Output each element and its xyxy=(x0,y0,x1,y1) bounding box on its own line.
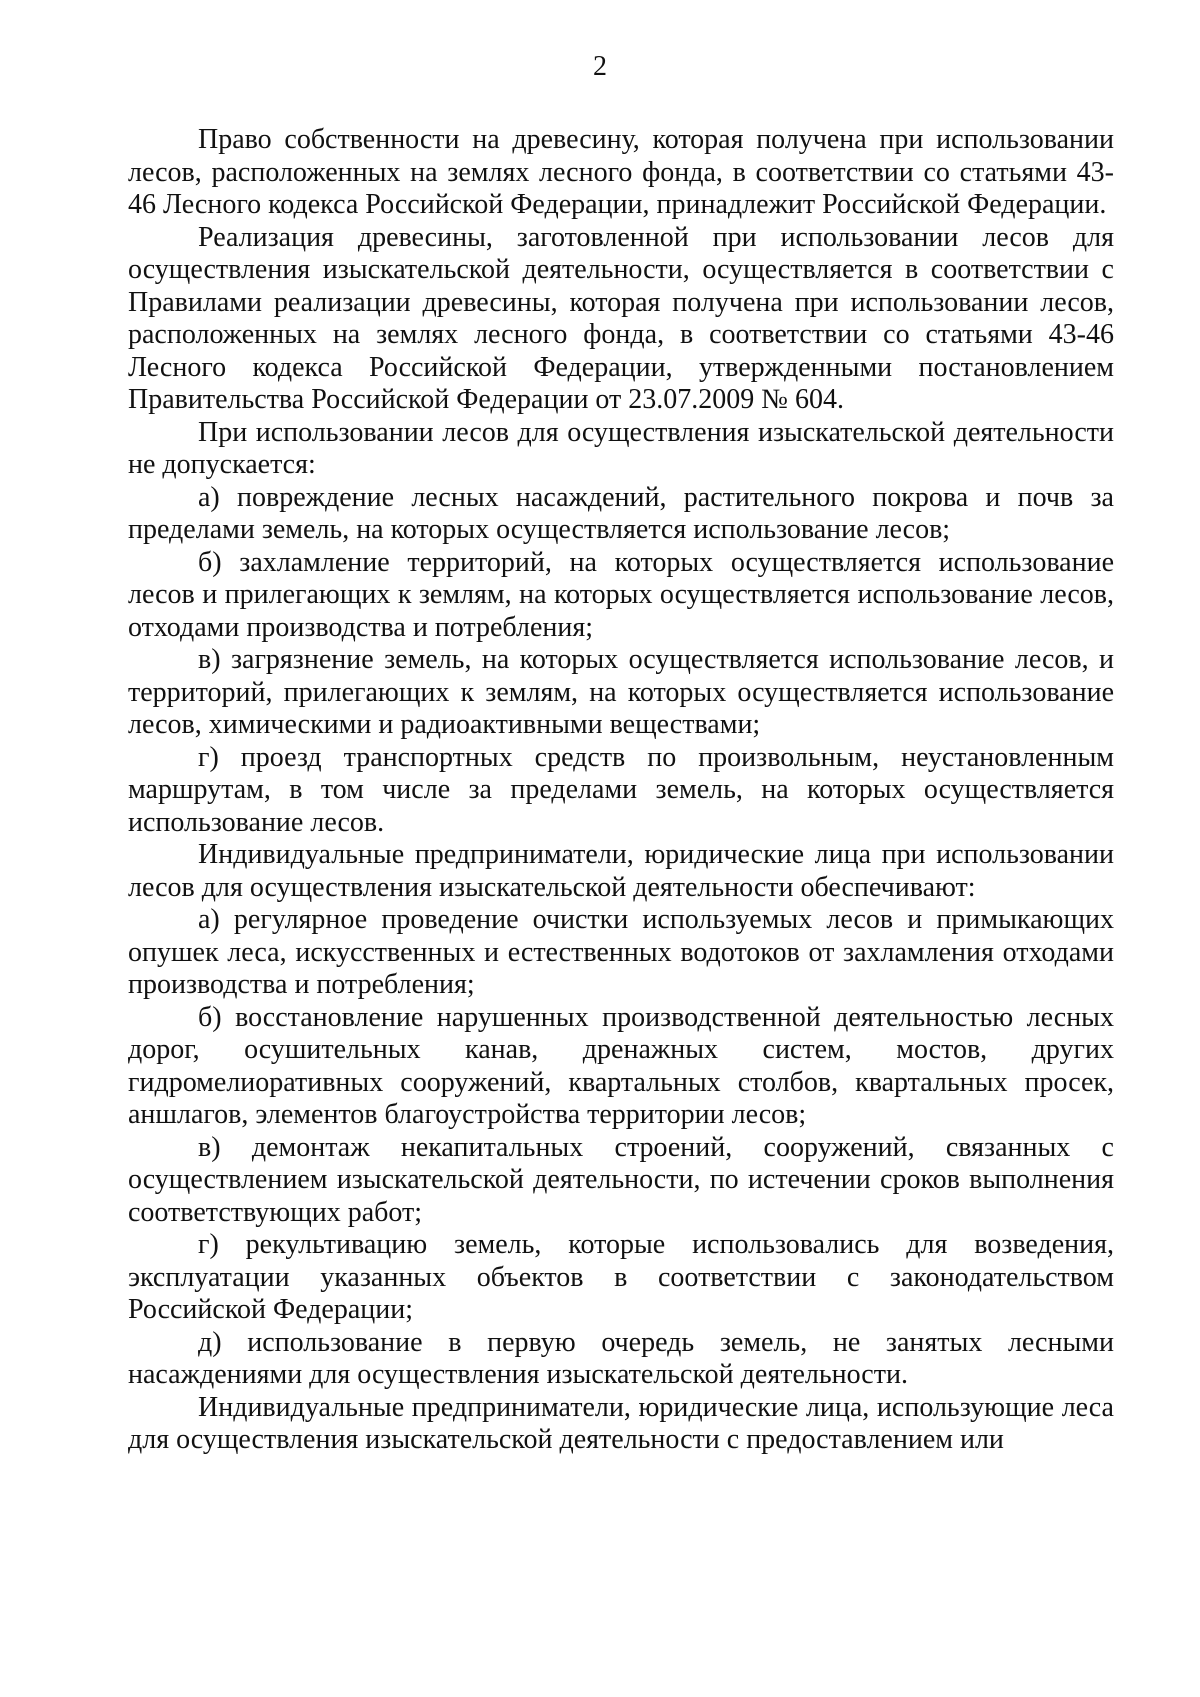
list-item-prohibition-b: б) захламление территорий, на которых осуществляется использование лесов и прилегающих к землям, на которых осуществляется использование лесов, отходами производства и потребления; xyxy=(128,546,1114,643)
paragraph-ownership: Право собственности на древесину, которая получена при использовании лесов, расположенных на землях лесного фонда, в соответствии со статьями 43-46 Лесного кодекса Российской Федерации, принадлежит Российской Федерации. xyxy=(128,124,1114,220)
list-item-obligation-b: б) восстановление нарушенных производственной деятельностью лесных дорог, осушительных канав, дренажных систем, мостов, других гидромелиоративных сооружений, квартальных столбов, квартальных просек, аншлагов, элементов благоустройства территории лесов; xyxy=(128,1001,1114,1130)
paragraph-prohibitions-intro: При использовании лесов для осуществления изыскательской деятельности не допускается: xyxy=(128,416,1114,480)
list-item-prohibition-d: г) проезд транспортных средств по произвольным, неустановленным маршрутам, в том числе за пределами земель, на которых осуществляется использование лесов. xyxy=(128,741,1114,838)
paragraph-timber-sale: Реализация древесины, заготовленной при использовании лесов для осуществления изыскательской деятельности, осуществляется в соответствии с Правилами реализации древесины, которая получена при использовании лесов, расположенных на землях лесного фонда, в соответствии со статьями 43-46 Лесного кодекса Российской Федерации, утвержденными постановлением Правительства Российской Федерации от 23.07.2009 № 604. xyxy=(128,221,1114,415)
list-item-obligation-e: д) использование в первую очередь земель, не занятых лесными насаждениями для осуществления изыскательской деятельности. xyxy=(128,1326,1114,1390)
paragraph-continued: Индивидуальные предприниматели, юридические лица, использующие леса для осуществления изыскательской деятельности с предоставлением или xyxy=(128,1391,1114,1455)
list-item-prohibition-c: в) загрязнение земель, на которых осуществляется использование лесов, и территорий, прилегающих к землям, на которых осуществляется использование лесов, химическими и радиоактивными веществами; xyxy=(128,644,1114,740)
page-number: 2 xyxy=(593,51,607,82)
paragraph-obligations-intro: Индивидуальные предприниматели, юридические лица при использовании лесов для осуществления изыскательской деятельности обеспечивают: xyxy=(128,839,1114,903)
list-item-obligation-c: в) демонтаж некапитальных строений, сооружений, связанных с осуществлением изыскательской деятельности, по истечении сроков выполнения соответствующих работ; xyxy=(128,1131,1114,1228)
list-item-obligation-a: а) регулярное проведение очистки используемых лесов и примыкающих опушек леса, искусственных и естественных водотоков от захламления отходами производства и потребления; xyxy=(128,904,1114,1000)
list-item-prohibition-a: а) повреждение лесных насаждений, растительного покрова и почв за пределами земель, на которых осуществляется использование лесов; xyxy=(128,481,1114,545)
document-body xyxy=(128,124,1114,1457)
list-item-obligation-d: г) рекультивацию земель, которые использовались для возведения, эксплуатации указанных объектов в соответствии с законодательством Российской Федерации; xyxy=(128,1229,1114,1325)
